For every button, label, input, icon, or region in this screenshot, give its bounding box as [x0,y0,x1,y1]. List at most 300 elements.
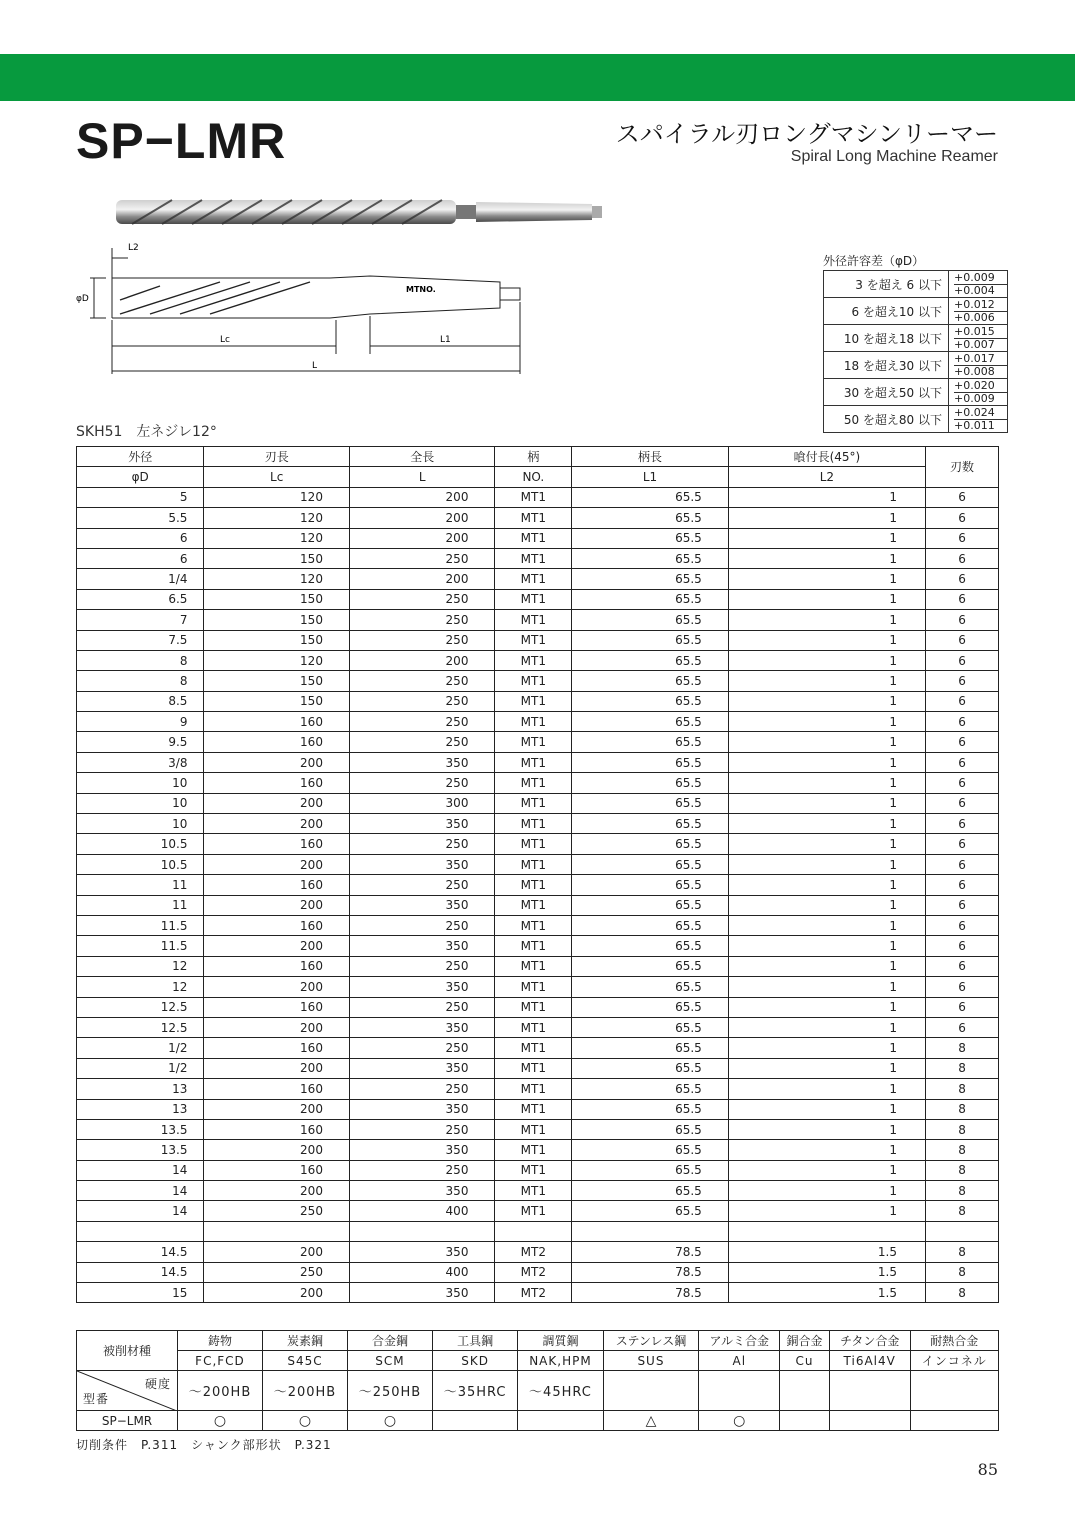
table-cell: 5.5 [77,508,204,528]
table-cell: 65.5 [572,1017,729,1037]
table-cell: 1 [728,915,925,935]
table-row [77,1140,999,1160]
table-cell: 14.5 [77,1242,204,1262]
suitability-mark: △ [603,1411,699,1431]
table-cell: MT1 [495,1038,572,1058]
table-cell: 65.5 [572,752,729,772]
hardness-value: ～250HB [347,1371,432,1411]
table-cell: 200 [204,854,350,874]
table-cell: 10 [77,814,204,834]
table-cell: 160 [204,1119,350,1139]
corner-hardness-model [77,1371,178,1411]
tolerance-values [949,271,1008,298]
table-cell: 65.5 [572,569,729,589]
table-cell: MT1 [495,997,572,1017]
tolerance-row [824,271,1008,298]
table-cell: 6 [926,936,999,956]
table-cell: 1 [728,610,925,630]
table-cell: 350 [349,1140,495,1160]
table-cell: 11 [77,875,204,895]
table-cell: 350 [349,1058,495,1078]
tolerance-values [949,352,1008,379]
table-cell: 160 [204,834,350,854]
table-cell: 8 [77,671,204,691]
table-cell: 65.5 [572,977,729,997]
table-cell: 65.5 [572,671,729,691]
hardness-value [829,1371,910,1411]
table-row [77,936,999,956]
table-cell: 6 [926,793,999,813]
table-cell: MT2 [495,1283,572,1303]
table-cell: 1 [728,1058,925,1078]
table-cell: 200 [204,1058,350,1078]
table-cell: 10.5 [77,854,204,874]
table-cell: 13.5 [77,1140,204,1160]
table-cell: 6 [926,814,999,834]
table-cell: 13 [77,1099,204,1119]
col-subheader: φD [77,467,204,487]
table-cell: MT1 [495,875,572,895]
table-cell: 6 [926,997,999,1017]
table-cell: 1 [728,1079,925,1099]
table-cell: 11.5 [77,936,204,956]
tolerance-range: 30 を超え50 以下 [824,379,949,406]
table-cell: 1 [728,1181,925,1201]
table-row [77,1038,999,1058]
table-cell: 1 [728,997,925,1017]
tolerance-lower: +0.004 [954,283,995,297]
table-cell: 250 [349,589,495,609]
table-cell: MT1 [495,1099,572,1119]
material-note: SKH51 左ネジレ12° [76,424,217,440]
hardness-value: ～200HB [262,1371,347,1411]
table-cell: 6 [926,528,999,548]
material-code: NAK,HPM [518,1351,603,1371]
table-cell: 65.5 [572,997,729,1017]
table-cell: 200 [204,1099,350,1119]
table-cell: 8 [926,1283,999,1303]
table-cell: 1 [728,834,925,854]
table-cell: 1 [728,814,925,834]
table-cell: MT1 [495,752,572,772]
table-row [77,671,999,691]
tolerance-upper: +0.020 [954,380,1007,393]
table-row [77,1283,999,1303]
table-cell: 9 [77,712,204,732]
tolerance-range: 18 を超え30 以下 [824,352,949,379]
table-row [77,1262,999,1282]
table-cell: 350 [349,977,495,997]
material-code: SCM [347,1351,432,1371]
table-cell: 6 [926,671,999,691]
table-cell: 6 [926,732,999,752]
col-header: 全長 [349,447,495,467]
table-cell: 1/2 [77,1058,204,1078]
table-row [77,915,999,935]
tolerance-upper: +0.015 [954,326,1007,339]
table-row [77,752,999,772]
table-cell: 6 [926,977,999,997]
table-cell: 200 [204,793,350,813]
table-cell: 6 [926,895,999,915]
table-cell: 400 [349,1201,495,1221]
table-cell: 65.5 [572,936,729,956]
table-cell: 65.5 [572,956,729,976]
table-cell [495,1221,572,1241]
table-cell: 250 [349,1038,495,1058]
table-cell: 1.5 [728,1262,925,1282]
label-l: L [312,361,318,371]
table-cell: 200 [204,977,350,997]
suitability-mark: ○ [262,1411,347,1431]
table-cell: 78.5 [572,1283,729,1303]
table-cell: 8 [926,1140,999,1160]
table-cell: 250 [349,610,495,630]
tolerance-lower: +0.009 [954,391,995,405]
table-row [77,508,999,528]
table-row [77,854,999,874]
table-cell: 6.5 [77,589,204,609]
table-cell: 1 [728,956,925,976]
table-cell: 10 [77,773,204,793]
table-row [77,1242,999,1262]
table-cell: 250 [349,773,495,793]
table-cell: MT1 [495,773,572,793]
table-cell: 65.5 [572,1038,729,1058]
table-cell: 350 [349,1283,495,1303]
table-cell: 8 [926,1038,999,1058]
table-cell: 250 [349,1160,495,1180]
table-cell: 65.5 [572,691,729,711]
table-cell: 250 [349,630,495,650]
col-header: 刃長 [204,447,350,467]
suitability-mark [518,1411,603,1431]
table-cell: 200 [349,508,495,528]
table-cell: 5 [77,487,204,507]
table-cell: 65.5 [572,630,729,650]
table-cell: 200 [349,650,495,670]
table-cell: MT1 [495,956,572,976]
table-cell [926,1221,999,1241]
table-row [77,691,999,711]
table-cell: MT1 [495,977,572,997]
table-cell: 250 [349,915,495,935]
table-cell: 6 [926,712,999,732]
material-name: 耐熱合金 [910,1331,998,1351]
table-cell: 8 [926,1119,999,1139]
table-cell: 8 [926,1242,999,1262]
table-cell: 1 [728,977,925,997]
material-name: チタン合金 [829,1331,910,1351]
table-cell: 65.5 [572,487,729,507]
suitability-mark [432,1411,517,1431]
table-cell: 6 [926,752,999,772]
tolerance-table [823,270,1008,433]
table-cell: 250 [349,712,495,732]
table-cell: 14 [77,1181,204,1201]
table-cell: 1.5 [728,1283,925,1303]
table-cell: 200 [204,752,350,772]
table-cell: 7 [77,610,204,630]
table-cell: 160 [204,997,350,1017]
table-row [77,1119,999,1139]
table-cell: 1.5 [728,1242,925,1262]
table-cell: 150 [204,610,350,630]
material-code: インコネル [910,1351,998,1371]
material-code: SKD [432,1351,517,1371]
footnote: 切削条件 P.311 シャンク部形状 P.321 [76,1438,332,1452]
tolerance-values [949,298,1008,325]
table-cell: 6 [926,854,999,874]
table-cell: 65.5 [572,1160,729,1180]
table-cell: 1 [728,875,925,895]
table-cell: 120 [204,569,350,589]
tolerance-values [949,325,1008,352]
table-cell: 160 [204,875,350,895]
model-name: SP−LMR [77,1411,178,1431]
table-cell: 10.5 [77,834,204,854]
table-cell: MT2 [495,1242,572,1262]
table-row [77,956,999,976]
material-name: 銅合金 [780,1331,830,1351]
material-name: 鋳物 [178,1331,263,1351]
table-cell: 1 [728,548,925,568]
hardness-value [780,1371,830,1411]
table-cell: MT1 [495,671,572,691]
table-cell: 350 [349,854,495,874]
table-cell: 8 [926,1262,999,1282]
table-cell: 8 [77,650,204,670]
table-cell: 1 [728,773,925,793]
table-cell: 120 [204,528,350,548]
table-cell: 7.5 [77,630,204,650]
table-cell: MT1 [495,650,572,670]
reamer-drawing [70,238,540,378]
table-cell: 65.5 [572,834,729,854]
material-code: S45C [262,1351,347,1371]
table-row [77,895,999,915]
suitability-mark [829,1411,910,1431]
table-cell: 65.5 [572,875,729,895]
table-cell: 160 [204,1079,350,1099]
table-cell: MT1 [495,936,572,956]
table-cell: MT1 [495,569,572,589]
table-row [77,569,999,589]
product-name-en: Spiral Long Machine Reamer [790,148,998,165]
table-row [77,834,999,854]
table-cell: 65.5 [572,1140,729,1160]
table-cell: MT1 [495,793,572,813]
table-cell: 1 [728,528,925,548]
tolerance-lower: +0.011 [954,418,995,432]
table-cell: 400 [349,1262,495,1282]
table-cell: 65.5 [572,650,729,670]
table-cell: MT1 [495,508,572,528]
table-cell: MT1 [495,834,572,854]
hardness-value: ～35HRC [432,1371,517,1411]
table-cell: 1 [728,1017,925,1037]
table-cell: 250 [349,1119,495,1139]
table-cell: 78.5 [572,1262,729,1282]
col-subheader: NO. [495,467,572,487]
suitability-mark [910,1411,998,1431]
table-cell: 65.5 [572,895,729,915]
material-name: 調質鋼 [518,1331,603,1351]
table-cell: 150 [204,548,350,568]
table-cell: 1 [728,589,925,609]
suitability-mark: ○ [347,1411,432,1431]
table-cell: MT1 [495,1181,572,1201]
table-cell: 120 [204,508,350,528]
col-subheader: L [349,467,495,487]
table-cell: 200 [349,487,495,507]
header-band [0,54,1075,101]
table-cell: 1 [728,732,925,752]
table-cell: 65.5 [572,814,729,834]
hardness-value [603,1371,699,1411]
table-cell: 200 [204,1242,350,1262]
tolerance-upper: +0.017 [954,353,1007,366]
table-row [77,1017,999,1037]
table-row [77,773,999,793]
table-cell: 65.5 [572,773,729,793]
col-subheader: Lc [204,467,350,487]
table-cell: 200 [204,1181,350,1201]
table-cell: 12.5 [77,997,204,1017]
table-cell: MT1 [495,548,572,568]
table-cell: 250 [349,997,495,1017]
table-cell: 14 [77,1160,204,1180]
table-cell: 6 [926,610,999,630]
table-cell: 78.5 [572,1242,729,1262]
col-header: 喰付長(45°) [728,447,925,467]
material-name: 工具鋼 [432,1331,517,1351]
table-cell: 250 [349,875,495,895]
table-cell: 12 [77,956,204,976]
table-cell: 1 [728,712,925,732]
tolerance-lower: +0.007 [954,337,995,351]
table-cell: 160 [204,773,350,793]
table-cell: 160 [204,712,350,732]
table-cell: 6 [926,508,999,528]
tolerance-values [949,406,1008,433]
table-row [77,793,999,813]
table-cell: 1 [728,1038,925,1058]
table-cell: 6 [926,487,999,507]
table-cell: 65.5 [572,1099,729,1119]
table-cell: MT1 [495,1079,572,1099]
table-cell: 1 [728,1099,925,1119]
table-cell: 12 [77,977,204,997]
suitability-mark: ○ [178,1411,263,1431]
table-cell [728,1221,925,1241]
table-cell: 1 [728,569,925,589]
label-l1: L1 [440,335,451,345]
table-row [77,589,999,609]
table-row [77,1181,999,1201]
table-cell: MT1 [495,630,572,650]
work-material-table [76,1330,999,1431]
table-cell: 200 [204,1283,350,1303]
table-cell: 250 [349,956,495,976]
tolerance-range: 10 を超え18 以下 [824,325,949,352]
table-cell [77,1221,204,1241]
table-cell: 120 [204,650,350,670]
table-cell: 160 [204,915,350,935]
table-cell: 13 [77,1079,204,1099]
table-cell: 65.5 [572,915,729,935]
table-cell: MT2 [495,1262,572,1282]
table-cell: 65.5 [572,1201,729,1221]
table-row [77,1160,999,1180]
table-cell: 1 [728,1201,925,1221]
table-cell: 6 [926,569,999,589]
table-cell: 65.5 [572,712,729,732]
table-cell: 160 [204,732,350,752]
tolerance-lower: +0.008 [954,364,995,378]
table-row [77,997,999,1017]
table-cell: 65.5 [572,854,729,874]
table-cell: 150 [204,630,350,650]
table-cell: 200 [204,1017,350,1037]
table-cell: 250 [204,1262,350,1282]
table-cell: MT1 [495,1058,572,1078]
table-cell: 6 [77,528,204,548]
material-name: アルミ合金 [699,1331,780,1351]
tolerance-row [824,325,1008,352]
table-cell: 1 [728,691,925,711]
table-cell: MT1 [495,487,572,507]
table-cell: MT1 [495,895,572,915]
table-cell: 65.5 [572,1119,729,1139]
table-cell: MT1 [495,732,572,752]
table-cell: 65.5 [572,589,729,609]
table-cell: 160 [204,1160,350,1180]
table-cell: 160 [204,1038,350,1058]
table-cell: 350 [349,1017,495,1037]
table-cell: 65.5 [572,1181,729,1201]
tolerance-range: 50 を超え80 以下 [824,406,949,433]
tolerance-upper: +0.024 [954,407,1007,420]
table-cell: 250 [349,732,495,752]
table-cell: 1/2 [77,1038,204,1058]
table-cell: 3/8 [77,752,204,772]
table-cell: 65.5 [572,1058,729,1078]
tolerance-range: 6 を超え10 以下 [824,298,949,325]
table-cell: MT1 [495,814,572,834]
table-cell: 200 [204,895,350,915]
label-lc: Lc [220,335,230,345]
table-cell: 13.5 [77,1119,204,1139]
material-code: Cu [780,1351,830,1371]
table-cell: 12.5 [77,1017,204,1037]
col-header: 柄長 [572,447,729,467]
table-cell: 250 [349,1079,495,1099]
table-cell: 200 [349,528,495,548]
tolerance-values [949,379,1008,406]
table-cell: 6 [926,956,999,976]
tolerance-range: 3 を超え 6 以下 [824,271,949,298]
table-cell: 350 [349,1242,495,1262]
table-cell: 65.5 [572,732,729,752]
table-cell: 6 [926,650,999,670]
label-d: φD [76,294,89,304]
product-code: SP−LMR [76,113,287,169]
table-cell: 11.5 [77,915,204,935]
col-subheader: L1 [572,467,729,487]
table-cell [349,1221,495,1241]
table-cell: 1 [728,487,925,507]
